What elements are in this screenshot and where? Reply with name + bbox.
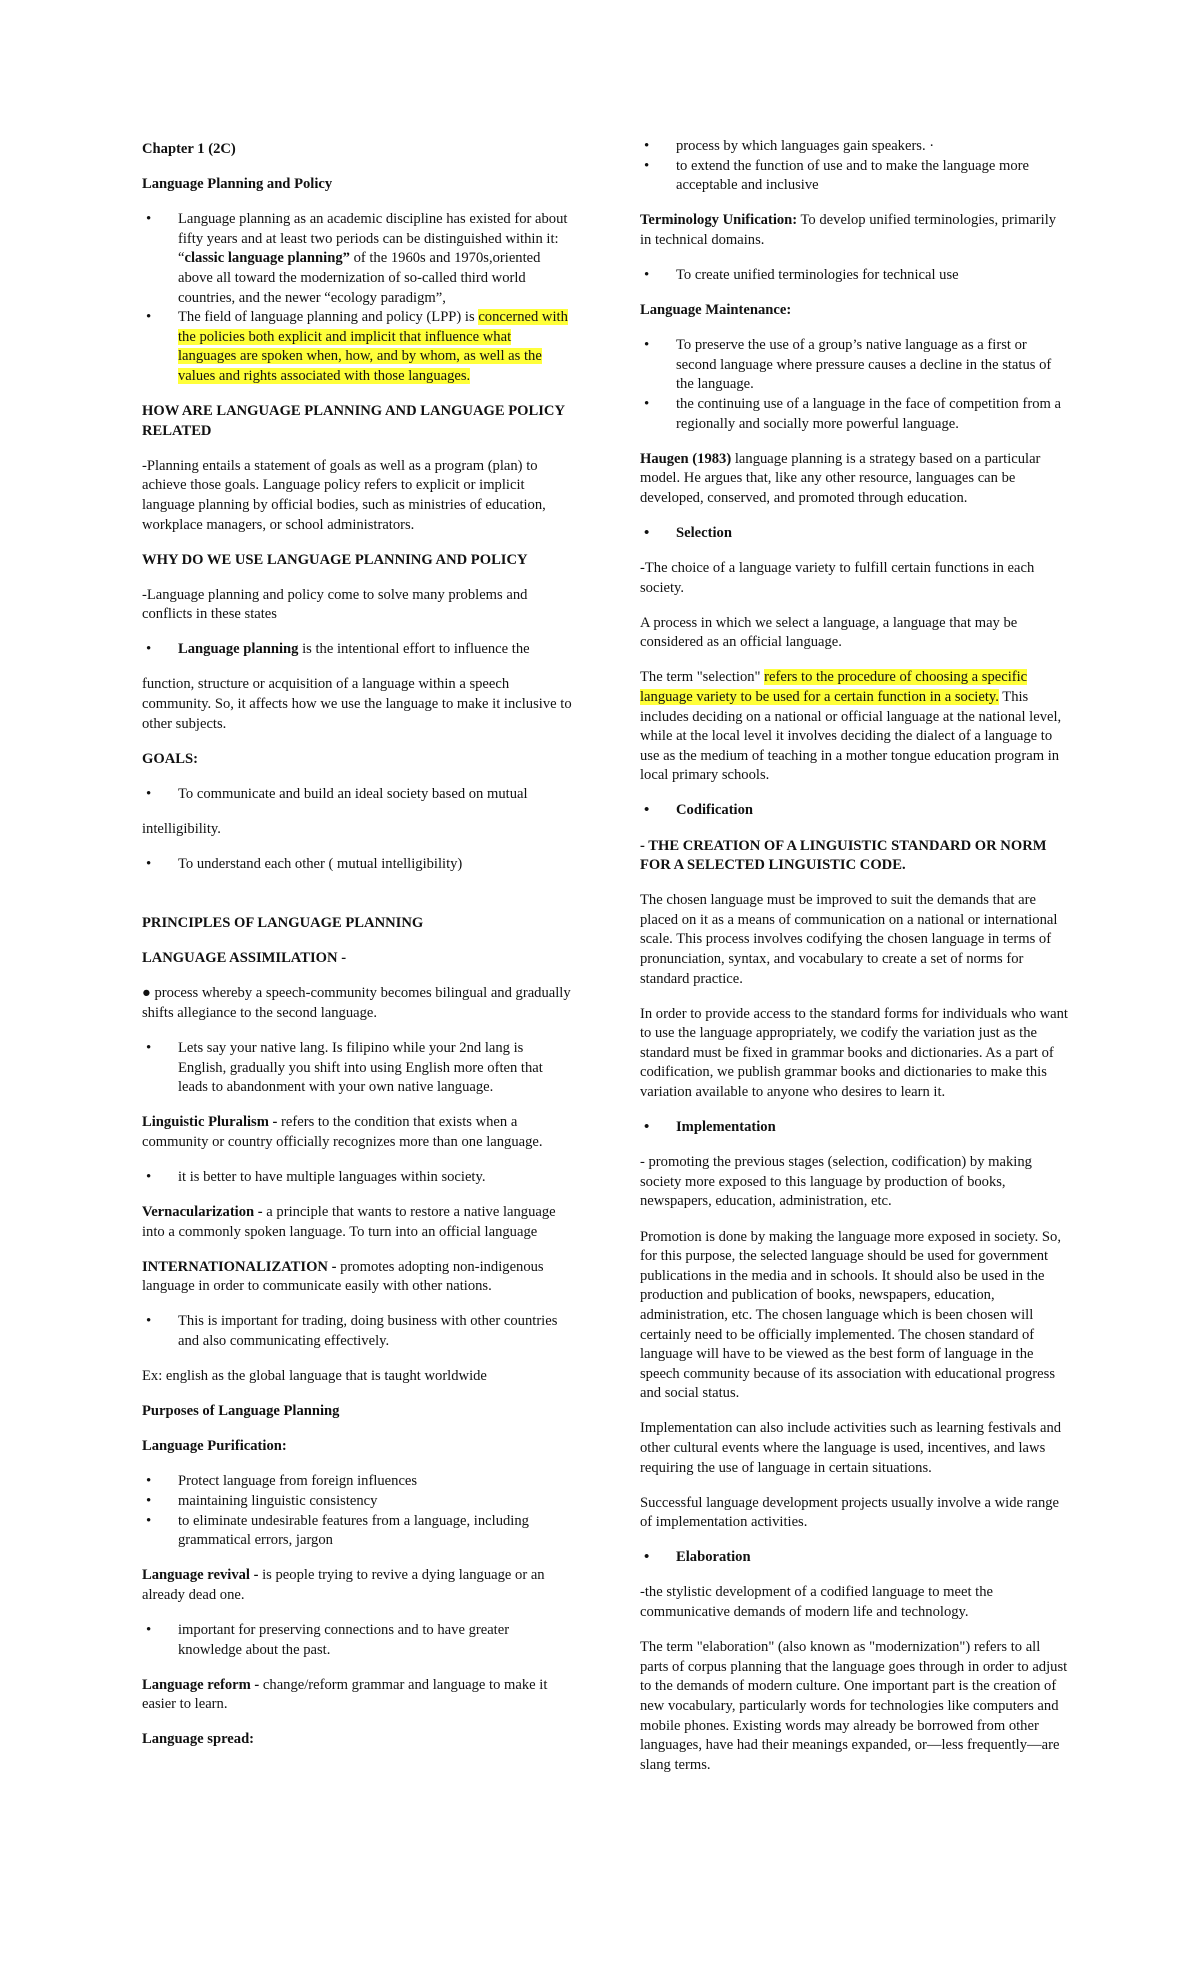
paragraph: Vernacularization - a principle that wants to restore a native language into a commonly spoken language. To turn into an official language <box>142 1204 556 1240</box>
paragraph: Successful language development projects usually involve a wide range of implementation activities. <box>640 1494 1060 1531</box>
paragraph: INTERNATIONALIZATION - promotes adopting non-indigenous language in order to communicate easily with other nations. <box>142 1258 544 1295</box>
codification-heading: • Codification <box>640 801 1068 821</box>
goals-heading: GOALS: <box>142 750 198 767</box>
list-item: • This is important for trading, doing business with other countries and also communicating effectively. <box>142 1312 572 1351</box>
section-heading-why: WHY DO WE USE LANGUAGE PLANNING AND POLICY <box>142 551 528 568</box>
list-item: • to eliminate undesirable features from a language, including grammatical errors, jargon <box>142 1512 572 1551</box>
list-item: • To understand each other ( mutual intelligibility) <box>142 855 572 875</box>
list-item: • Protect language from foreign influences <box>142 1472 572 1492</box>
codification-definition: - THE CREATION OF A LINGUISTIC STANDARD OR NORM FOR A SELECTED LINGUISTIC CODE. <box>640 837 1047 874</box>
paragraph: A process in which we select a language, a language that may be considered as an official language. <box>640 614 1018 651</box>
paragraph: -The choice of a language variety to fulfill certain functions in each society. <box>640 560 1035 596</box>
paragraph: The chosen language must be improved to suit the demands that are placed on it as a means of communication on a national or international scale. This process involves codifying the chosen language in terms of pronunciation, syntax, and vocabulary to create a set of norms for standard practice. <box>640 892 1058 987</box>
paragraph: intelligibility. <box>142 820 221 837</box>
paragraph: -the stylistic development of a codified language to meet the communicative demands of modern life and technology. <box>640 1584 993 1621</box>
paragraph: -Planning entails a statement of goals as well as a program (plan) to achieve those goals. Language policy refers to explicit or implicit language planning by official bodies, such as ministries of education, workplace managers, or school administrators. <box>142 457 546 533</box>
list-item: • process by which languages gain speakers. · <box>640 137 1068 157</box>
elaboration-heading: • Elaboration <box>640 1548 1068 1568</box>
right-column <box>640 137 1068 1791</box>
section-heading-how: HOW ARE LANGUAGE PLANNING AND LANGUAGE POLICY RELATED <box>142 403 565 439</box>
maintenance-heading: Language Maintenance: <box>640 302 792 319</box>
paragraph: Language reform - change/reform grammar and language to make it easier to learn. <box>142 1676 548 1713</box>
list-item: • To create unified terminologies for technical use <box>640 266 1068 286</box>
selection-heading: • Selection <box>640 524 1068 544</box>
list-item: • Language planning as an academic discipline has existed for about fifty years and at least two periods can be distinguished within it: “classic language planning” of the 1960s and 1970s,oriented above all toward the modernization of so-called third world countries, and the newer “ecology paradigm”, <box>142 210 572 308</box>
list-item: • Language planning is the intentional effort to influence the <box>142 640 572 660</box>
list-item: • to extend the function of use and to make the language more acceptable and inclusive <box>640 157 1068 196</box>
list-item: • Lets say your native lang. Is filipino while your 2nd lang is English, gradually you shift into using English more often that leads to abandonment with your own native language. <box>142 1039 572 1098</box>
purification-heading: Language Purification: <box>142 1438 287 1455</box>
assimilation-heading: LANGUAGE ASSIMILATION - <box>142 950 347 967</box>
highlighted-text: refers to the procedure of choosing a specific language variety to be used for a certain function in a society. <box>640 669 1028 705</box>
paragraph: ● process whereby a speech-community becomes bilingual and gradually shifts allegiance to the second language. <box>142 985 571 1021</box>
paragraph: Ex: english as the global language that is taught worldwide <box>142 1368 487 1385</box>
list-item: • maintaining linguistic consistency <box>142 1492 572 1512</box>
paragraph: Haugen (1983) language planning is a strategy based on a particular model. He argues that, like any other resource, languages can be developed, conserved, and promoted through education. <box>640 450 1041 506</box>
paragraph: Linguistic Pluralism - refers to the condition that exists when a community or country officially recognizes more than one language. <box>142 1114 543 1150</box>
list-item: • To preserve the use of a group’s native language as a first or second language where pressure causes a decline in the status of the language. <box>640 336 1068 395</box>
section-heading-lpp: Language Planning and Policy <box>142 176 333 193</box>
paragraph: - promoting the previous stages (selection, codification) by making society more exposed to this language by production of books, newspapers, education, administration, etc. <box>640 1154 1032 1210</box>
list-item: • To communicate and build an ideal society based on mutual <box>142 785 572 805</box>
paragraph: The term "elaboration" (also known as "modernization") refers to all parts of corpus planning that the language goes through in order to adjust to the demands of modern culture. One important part is the creation of new vocabulary, particularly words for technologies like computers and mobile phones. Existing words may already be borrowed from other languages, have had their meanings expanded, or—less frequently—are slang terms. <box>640 1639 1068 1773</box>
list-item: • it is better to have multiple languages within society. <box>142 1168 572 1188</box>
paragraph: Implementation can also include activities such as learning festivals and other cultural events where the language is used, incentives, and laws requiring the use of language in certain situations. <box>640 1420 1062 1476</box>
paragraph: -Language planning and policy come to solve many problems and conflicts in these states <box>142 586 528 623</box>
chapter-title: Chapter 1 (2C) <box>142 141 236 157</box>
spread-heading: Language spread: <box>142 1731 255 1748</box>
paragraph: The term "selection" refers to the procedure of choosing a specific language variety to be used for a certain function in a society. This includes deciding on a national or official language at the national level, while at the local level it involves deciding the dialect of a language to use as the medium of teaching in a mother tongue education program in local primary schools. <box>640 669 1062 784</box>
list-item: • The field of language planning and policy (LPP) is concerned with the policies both explicit and implicit that influence what languages are spoken when, how, and by whom, as well as the values and rights associated with those languages. <box>142 308 572 386</box>
purposes-heading: Purposes of Language Planning <box>142 1403 340 1420</box>
left-column <box>142 140 572 1765</box>
intro-list <box>142 210 572 386</box>
list-item: • the continuing use of a language in the face of competition from a regionally and socially more powerful language. <box>640 395 1068 434</box>
list-item: • important for preserving connections and to have greater knowledge about the past. <box>142 1621 572 1660</box>
paragraph: function, structure or acquisition of a language within a speech community. So, it affects how we use the language to make it inclusive to other subjects. <box>142 676 572 732</box>
paragraph: Terminology Unification: To develop unified terminologies, primarily in technical domains. <box>640 212 1057 248</box>
paragraph: Promotion is done by making the language more exposed in society. So, for this purpose, the selected language should be used for government publications in the media and in schools. It should also be used in the production and publication of books, newspapers, education, administration, etc. The chosen language which is been chosen will certainly need to be officially implemented. The chosen standard of language will have to be viewed as the best form of language in the speech community because of its association with educational progress and social status. <box>640 1228 1061 1402</box>
paragraph: Language revival - is people trying to revive a dying language or an already dead one. <box>142 1567 545 1603</box>
paragraph: In order to provide access to the standard forms for individuals who want to use the language appropriately, we codify the variation just as the standard must be fixed in grammar books and dictionaries. As a part of codification, we publish grammar books and dictionaries to make this variation available to anyone who desires to learn it. <box>640 1005 1068 1101</box>
highlighted-text: concerned with the policies both explicit and implicit that influence what languages are spoken when, how, and by whom, as well as the values and rights associated with those languages. <box>178 309 568 384</box>
section-heading-principles: PRINCIPLES OF LANGUAGE PLANNING <box>142 915 424 932</box>
implementation-heading: • Implementation <box>640 1118 1068 1138</box>
